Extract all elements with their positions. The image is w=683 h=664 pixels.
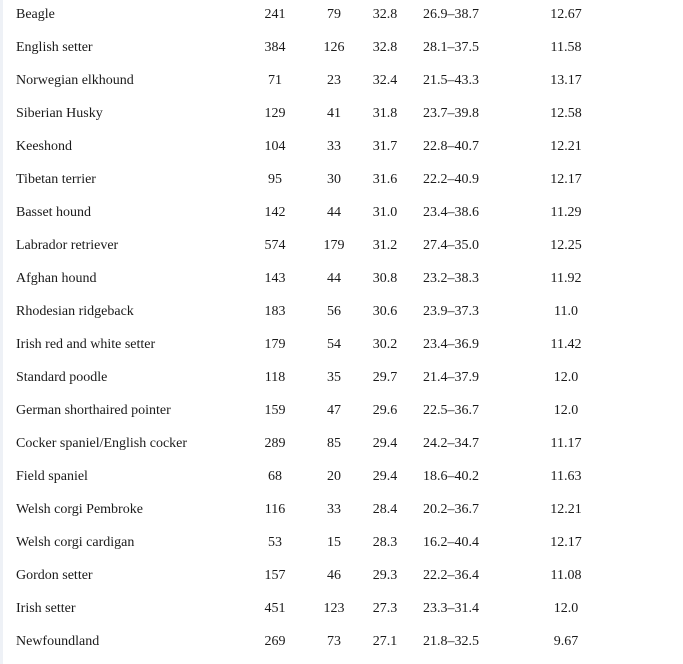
breed-name-cell: Cocker spaniel/English cocker bbox=[16, 435, 188, 451]
confidence-interval-cell: 27.4–35.0 bbox=[423, 237, 479, 253]
count-total-cell: 157 bbox=[264, 567, 286, 583]
count-total-cell: 269 bbox=[264, 633, 286, 649]
percent-cell: 31.6 bbox=[372, 171, 398, 187]
count-cases-cell: 123 bbox=[323, 600, 345, 616]
median-age-cell: 9.67 bbox=[553, 633, 579, 649]
table-row bbox=[0, 427, 636, 460]
table-row bbox=[0, 361, 636, 394]
confidence-interval-cell: 23.4–36.9 bbox=[423, 336, 479, 352]
confidence-interval-cell: 24.2–34.7 bbox=[423, 435, 479, 451]
breed-name-cell: Gordon setter bbox=[16, 567, 93, 583]
percent-cell: 29.6 bbox=[372, 402, 398, 418]
count-total-cell: 53 bbox=[268, 534, 282, 550]
confidence-interval-cell: 28.1–37.5 bbox=[423, 39, 479, 55]
breed-name-cell: Afghan hound bbox=[16, 270, 97, 286]
table-row bbox=[0, 262, 636, 295]
median-age-cell: 12.17 bbox=[550, 171, 582, 187]
table-row bbox=[0, 493, 636, 526]
count-total-cell: 142 bbox=[264, 204, 286, 220]
count-cases-cell: 33 bbox=[327, 501, 341, 517]
breed-name-cell: Rhodesian ridgeback bbox=[16, 303, 134, 319]
table-row bbox=[0, 97, 636, 130]
count-cases-cell: 46 bbox=[327, 567, 341, 583]
percent-cell: 29.4 bbox=[372, 468, 398, 484]
count-cases-cell: 54 bbox=[327, 336, 341, 352]
table-row bbox=[0, 592, 636, 625]
percent-cell: 28.3 bbox=[372, 534, 398, 550]
breed-name-cell: German shorthaired pointer bbox=[16, 402, 171, 418]
median-age-cell: 11.42 bbox=[550, 336, 582, 352]
median-age-cell: 11.63 bbox=[550, 468, 582, 484]
count-cases-cell: 23 bbox=[327, 72, 341, 88]
count-cases-cell: 30 bbox=[327, 171, 341, 187]
table-row bbox=[0, 526, 636, 559]
median-age-cell: 11.0 bbox=[554, 303, 578, 319]
count-cases-cell: 44 bbox=[327, 204, 341, 220]
confidence-interval-cell: 22.2–36.4 bbox=[423, 567, 479, 583]
median-age-cell: 12.58 bbox=[550, 105, 582, 121]
count-total-cell: 451 bbox=[264, 600, 286, 616]
percent-cell: 27.1 bbox=[372, 633, 398, 649]
median-age-cell: 12.0 bbox=[553, 369, 579, 385]
count-cases-cell: 73 bbox=[327, 633, 341, 649]
table-row bbox=[0, 295, 636, 328]
breed-name-cell: Field spaniel bbox=[16, 468, 88, 484]
count-cases-cell: 15 bbox=[327, 534, 341, 550]
percent-cell: 28.4 bbox=[372, 501, 398, 517]
table-row bbox=[0, 559, 636, 592]
breed-name-cell: Labrador retriever bbox=[16, 237, 119, 253]
count-total-cell: 104 bbox=[264, 138, 286, 154]
count-total-cell: 384 bbox=[264, 39, 286, 55]
percent-cell: 31.8 bbox=[372, 105, 398, 121]
percent-cell: 30.6 bbox=[372, 303, 398, 319]
confidence-interval-cell: 23.2–38.3 bbox=[423, 270, 479, 286]
breed-name-cell: Irish red and white setter bbox=[16, 336, 156, 352]
median-age-cell: 11.58 bbox=[550, 39, 582, 55]
percent-cell: 30.2 bbox=[372, 336, 398, 352]
count-cases-cell: 33 bbox=[327, 138, 341, 154]
breed-name-cell: Standard poodle bbox=[16, 369, 108, 385]
breed-name-cell: Beagle bbox=[16, 6, 55, 22]
count-cases-cell: 56 bbox=[327, 303, 341, 319]
percent-cell: 29.7 bbox=[372, 369, 398, 385]
breed-name-cell: English setter bbox=[16, 39, 93, 55]
table-row bbox=[0, 460, 636, 493]
confidence-interval-cell: 21.4–37.9 bbox=[423, 369, 479, 385]
breed-name-cell: Newfoundland bbox=[16, 633, 100, 649]
breed-name-cell: Welsh corgi cardigan bbox=[16, 534, 135, 550]
count-cases-cell: 35 bbox=[327, 369, 341, 385]
percent-cell: 31.0 bbox=[372, 204, 398, 220]
confidence-interval-cell: 22.2–40.9 bbox=[423, 171, 479, 187]
count-cases-cell: 85 bbox=[327, 435, 341, 451]
count-total-cell: 68 bbox=[268, 468, 282, 484]
table-row bbox=[0, 31, 636, 64]
percent-cell: 29.3 bbox=[372, 567, 398, 583]
median-age-cell: 11.29 bbox=[550, 204, 582, 220]
confidence-interval-cell: 16.2–40.4 bbox=[423, 534, 479, 550]
count-cases-cell: 179 bbox=[323, 237, 345, 253]
median-age-cell: 11.17 bbox=[550, 435, 582, 451]
percent-cell: 31.2 bbox=[372, 237, 398, 253]
count-cases-cell: 126 bbox=[323, 39, 345, 55]
confidence-interval-cell: 23.7–39.8 bbox=[423, 105, 479, 121]
percent-cell: 27.3 bbox=[372, 600, 398, 616]
median-age-cell: 12.0 bbox=[553, 402, 579, 418]
table-row bbox=[0, 394, 636, 427]
count-total-cell: 183 bbox=[264, 303, 286, 319]
percent-cell: 32.8 bbox=[372, 39, 398, 55]
median-age-cell: 11.08 bbox=[550, 567, 582, 583]
confidence-interval-cell: 26.9–38.7 bbox=[423, 6, 479, 22]
table-row bbox=[0, 229, 636, 262]
confidence-interval-cell: 20.2–36.7 bbox=[423, 501, 479, 517]
breed-name-cell: Basset hound bbox=[16, 204, 92, 220]
count-total-cell: 179 bbox=[264, 336, 286, 352]
breed-name-cell: Siberian Husky bbox=[16, 105, 103, 121]
confidence-interval-cell: 22.8–40.7 bbox=[423, 138, 479, 154]
median-age-cell: 13.17 bbox=[550, 72, 582, 88]
confidence-interval-cell: 23.3–31.4 bbox=[423, 600, 479, 616]
confidence-interval-cell: 21.8–32.5 bbox=[423, 633, 479, 649]
count-total-cell: 574 bbox=[264, 237, 286, 253]
count-total-cell: 289 bbox=[264, 435, 286, 451]
median-age-cell: 12.21 bbox=[550, 138, 582, 154]
breed-name-cell: Keeshond bbox=[16, 138, 72, 154]
breed-name-cell: Irish setter bbox=[16, 600, 76, 616]
median-age-cell: 12.17 bbox=[550, 534, 582, 550]
median-age-cell: 12.0 bbox=[553, 600, 579, 616]
count-total-cell: 95 bbox=[268, 171, 282, 187]
count-total-cell: 116 bbox=[264, 501, 286, 517]
median-age-cell: 12.25 bbox=[550, 237, 582, 253]
percent-cell: 29.4 bbox=[372, 435, 398, 451]
percent-cell: 32.8 bbox=[372, 6, 398, 22]
table-row bbox=[0, 196, 636, 229]
confidence-interval-cell: 18.6–40.2 bbox=[423, 468, 479, 484]
count-total-cell: 71 bbox=[268, 72, 282, 88]
table-row bbox=[0, 625, 636, 658]
count-cases-cell: 20 bbox=[327, 468, 341, 484]
table-row bbox=[0, 328, 636, 361]
confidence-interval-cell: 23.9–37.3 bbox=[423, 303, 479, 319]
percent-cell: 30.8 bbox=[372, 270, 398, 286]
table-row bbox=[0, 64, 636, 97]
count-total-cell: 241 bbox=[264, 6, 286, 22]
count-total-cell: 118 bbox=[264, 369, 286, 385]
confidence-interval-cell: 23.4–38.6 bbox=[423, 204, 479, 220]
count-total-cell: 129 bbox=[264, 105, 286, 121]
percent-cell: 32.4 bbox=[372, 72, 398, 88]
count-cases-cell: 41 bbox=[327, 105, 341, 121]
confidence-interval-cell: 21.5–43.3 bbox=[423, 72, 479, 88]
breed-name-cell: Welsh corgi Pembroke bbox=[16, 501, 143, 517]
median-age-cell: 11.92 bbox=[550, 270, 582, 286]
count-total-cell: 159 bbox=[264, 402, 286, 418]
percent-cell: 31.7 bbox=[372, 138, 398, 154]
median-age-cell: 12.67 bbox=[550, 6, 582, 22]
table-row bbox=[0, 0, 636, 31]
breed-name-cell: Norwegian elkhound bbox=[16, 72, 134, 88]
count-cases-cell: 44 bbox=[327, 270, 341, 286]
table-row bbox=[0, 163, 636, 196]
confidence-interval-cell: 22.5–36.7 bbox=[423, 402, 479, 418]
table-row bbox=[0, 130, 636, 163]
median-age-cell: 12.21 bbox=[550, 501, 582, 517]
breed-name-cell: Tibetan terrier bbox=[16, 171, 96, 187]
count-total-cell: 143 bbox=[264, 270, 286, 286]
count-cases-cell: 79 bbox=[327, 6, 341, 22]
count-cases-cell: 47 bbox=[327, 402, 341, 418]
